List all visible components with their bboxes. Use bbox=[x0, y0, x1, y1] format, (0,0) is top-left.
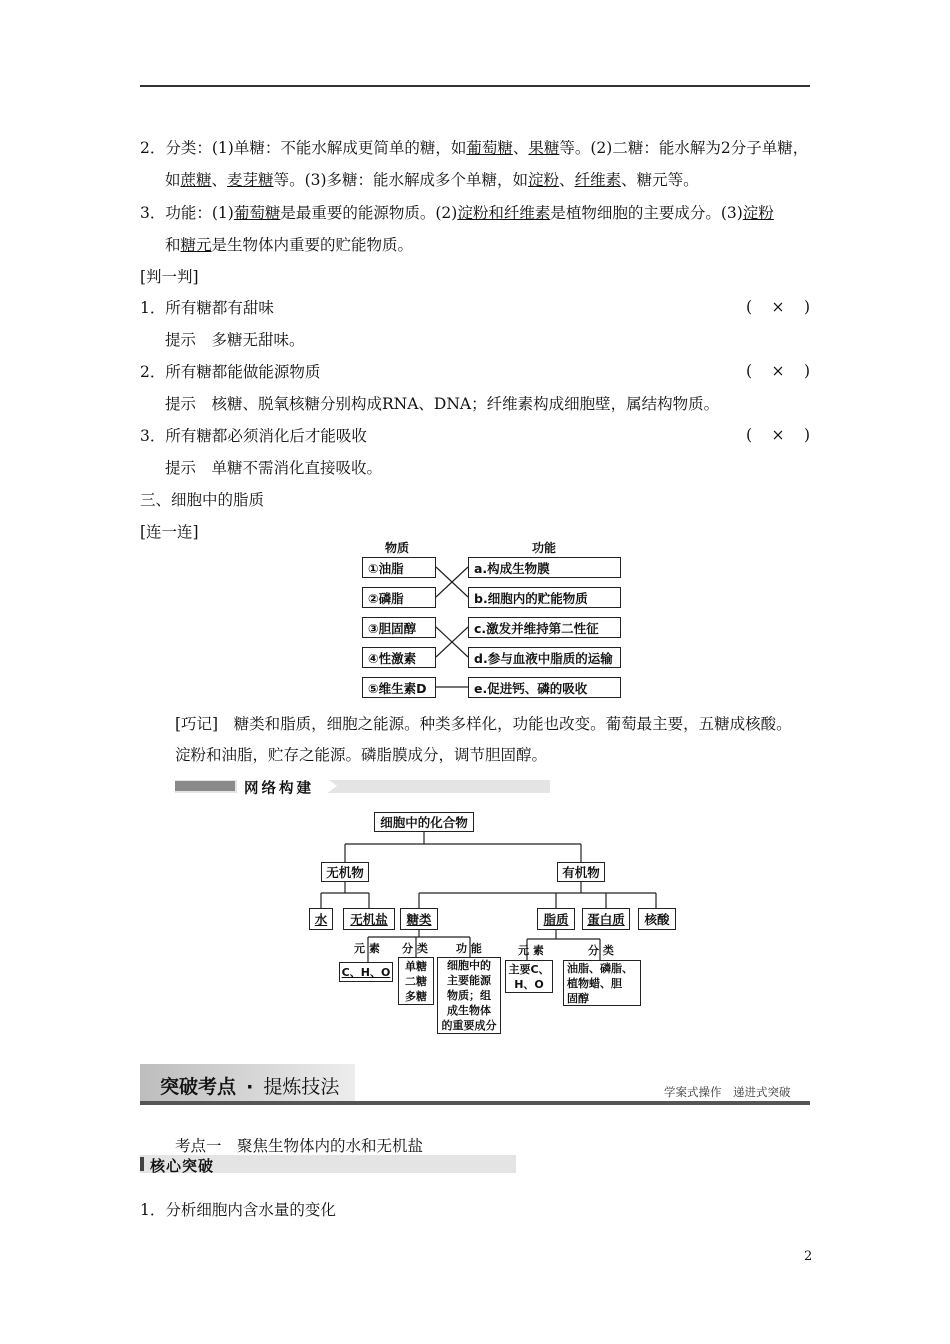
cross-mark-icon: × bbox=[771, 298, 785, 316]
breakthrough-tagline: 学案式操作 递进式突破 bbox=[664, 1085, 791, 1099]
judge-verdict-3: ( × ) bbox=[746, 426, 810, 444]
tree-water: 水 bbox=[309, 908, 333, 930]
lipid-classes: 油脂、磷脂、 植物蜡、胆 固醇 bbox=[563, 960, 641, 1006]
function-membrane: a.构成生物膜 bbox=[468, 557, 621, 578]
breakthrough-title: 突破考点 · 提炼技法 bbox=[160, 1076, 340, 1098]
judge-hint-1: 提示 多糖无甜味。 bbox=[165, 331, 305, 349]
tree-organic: 有机物 bbox=[557, 862, 605, 882]
judge-hint-2: 提示 核糖、脱氧核糖分别构成RNA、DNA；纤维素构成细胞壁，属结构物质。 bbox=[165, 395, 720, 413]
substance-cholesterol: ③胆固醇 bbox=[362, 617, 436, 638]
network-banner-title: 网络构建 bbox=[244, 781, 314, 797]
function-lipid-transport: d.参与血液中脂质的运输 bbox=[468, 647, 621, 668]
sugar-element-label: 元 素 bbox=[354, 942, 380, 955]
function-line-1: 3．功能：(1)葡萄糖是最重要的能源物质。(2)淀粉和纤维素是植物细胞的主要成分。(3)淀粉 bbox=[140, 204, 774, 222]
tree-protein: 蛋白质 bbox=[582, 908, 630, 930]
core-banner-title: 核心突破 bbox=[150, 1157, 215, 1175]
judge-verdict-1: ( × ) bbox=[746, 298, 810, 316]
judge-question-2: 2．所有糖都能做能源物质 bbox=[140, 363, 321, 381]
judge-hint-3: 提示 单糖不需消化直接吸收。 bbox=[165, 459, 383, 477]
classification-line-1: 2．分类：(1)单糖：不能水解成更简单的糖，如葡萄糖、果糖等。(2)二糖：能水解为2分子单糖， bbox=[140, 139, 809, 157]
section-lipids-heading: 三、细胞中的脂质 bbox=[140, 491, 265, 509]
tree-lipid: 脂质 bbox=[537, 908, 575, 930]
substance-vitamin-d: ⑤维生素D bbox=[362, 677, 436, 698]
substance-oil: ①油脂 bbox=[362, 557, 436, 578]
substance-sex-hormone: ④性激素 bbox=[362, 647, 436, 668]
classification-line-2: 如蔗糖、麦芽糖等。(3)多糖：能水解成多个单糖，如淀粉、纤维素、糖元等。 bbox=[165, 171, 699, 189]
lipid-class-label: 分 类 bbox=[588, 944, 614, 957]
judge-header: [判一判] bbox=[140, 268, 199, 286]
tree-salt: 无机盐 bbox=[343, 908, 395, 930]
tree-inorganic: 无机物 bbox=[321, 862, 369, 882]
analysis-heading: 1．分析细胞内含水量的变化 bbox=[140, 1201, 336, 1219]
function-sex-traits: c.激发并维持第二性征 bbox=[468, 617, 621, 638]
topic-one-heading: 考点一 聚焦生物体内的水和无机盐 bbox=[175, 1137, 424, 1155]
function-energy-storage: b.细胞内的贮能物质 bbox=[468, 587, 621, 608]
function-line-2: 和糖元是生物体内重要的贮能物质。 bbox=[165, 236, 414, 254]
mnemonic-line-2: 淀粉和油脂，贮存之能源。磷脂膜成分，调节胆固醇。 bbox=[175, 746, 548, 764]
substance-phospholipid: ②磷脂 bbox=[362, 587, 436, 608]
tree-nucleic-acid: 核酸 bbox=[638, 908, 676, 930]
connect-right-title: 功能 bbox=[532, 541, 557, 555]
judge-question-1: 1．所有糖都有甜味 bbox=[140, 299, 274, 317]
judge-verdict-2: ( × ) bbox=[746, 362, 810, 380]
cross-mark-icon: × bbox=[771, 426, 785, 444]
connect-header: [连一连] bbox=[140, 523, 199, 541]
lipid-elements: 主要C、 H、O bbox=[505, 960, 553, 993]
cross-mark-icon: × bbox=[771, 362, 785, 380]
function-calcium-absorption: e.促进钙、磷的吸收 bbox=[468, 677, 621, 698]
tree-sugar: 糖类 bbox=[400, 908, 438, 930]
lipid-element-label: 元 素 bbox=[518, 944, 544, 957]
sugar-classes: 单糖 二糖 多糖 bbox=[398, 957, 434, 1005]
mnemonic-line-1: [巧记] 糖类和脂质，细胞之能源。种类多样化，功能也改变。葡萄最主要，五糖成核酸。 bbox=[175, 715, 792, 733]
sugar-class-label: 分 类 bbox=[402, 942, 428, 955]
judge-question-3: 3．所有糖都必须消化后才能吸收 bbox=[140, 427, 367, 445]
sugar-elements: C、H、O bbox=[339, 962, 393, 982]
connect-left-title: 物质 bbox=[385, 541, 410, 555]
sugar-function: 细胞中的 主要能源 物质；组 成生物体 的重要成分 bbox=[437, 957, 501, 1034]
sugar-function-label: 功 能 bbox=[456, 942, 482, 955]
tree-root: 细胞中的化合物 bbox=[374, 812, 474, 832]
page-number: 2 bbox=[804, 1249, 813, 1264]
